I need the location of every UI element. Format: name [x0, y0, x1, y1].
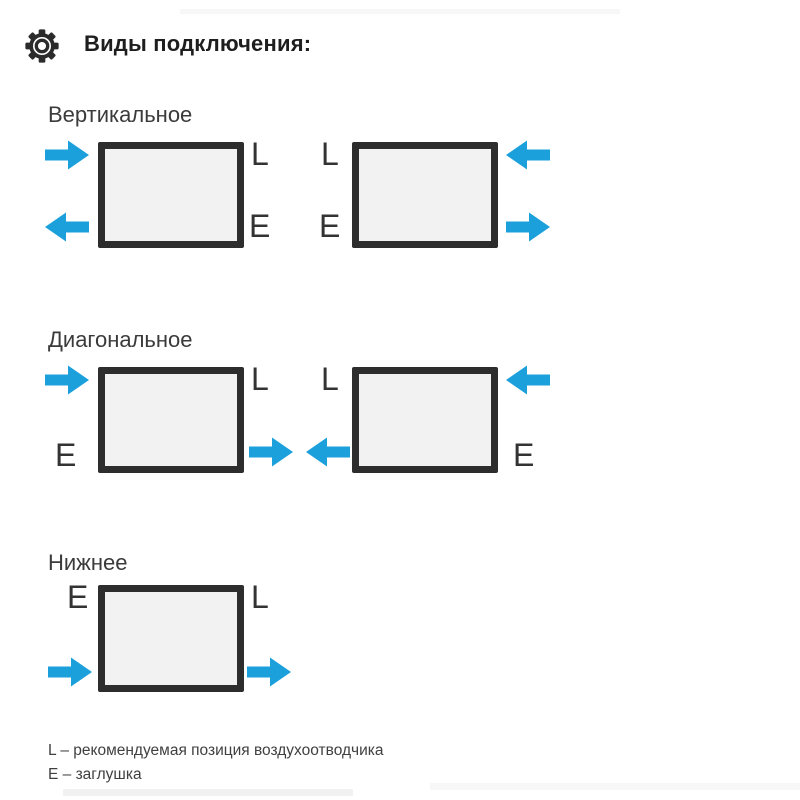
legend-line-e: E – заглушка	[48, 766, 142, 783]
section-title: Вертикальное	[48, 102, 193, 127]
port-label-l: L	[321, 361, 339, 397]
radiator-rect	[98, 367, 244, 473]
section-title: Диагональное	[48, 327, 193, 352]
flow-in-arrow-left-icon	[506, 365, 550, 395]
port-label-l: L	[251, 361, 269, 397]
port-label-e: E	[319, 208, 341, 244]
port-label-l: L	[251, 136, 269, 172]
port-label-e: E	[249, 208, 271, 244]
port-label-l: L	[321, 136, 339, 172]
section-title: Нижнее	[48, 550, 128, 575]
radiator-rect	[352, 142, 498, 248]
port-label-e: E	[55, 437, 77, 473]
flow-in-arrow-right-icon	[48, 657, 92, 687]
flow-out-arrow-left-icon	[306, 437, 350, 467]
flow-in-arrow-right-icon	[45, 140, 89, 170]
flow-in-arrow-left-icon	[506, 140, 550, 170]
flow-in-arrow-right-icon	[45, 365, 89, 395]
legend-line-l: L – рекомендуемая позиция воздухоотводчика	[48, 742, 384, 759]
page-title: Виды подключения:	[84, 31, 312, 56]
port-label-e: E	[513, 437, 535, 473]
crop-artifact-bottom-wide	[430, 783, 800, 790]
gear-icon	[23, 26, 61, 66]
radiator-rect	[352, 367, 498, 473]
flow-out-arrow-right-icon	[247, 657, 291, 687]
flow-out-arrow-left-icon	[45, 212, 89, 242]
flow-out-arrow-right-icon	[249, 437, 293, 467]
port-label-l: L	[251, 579, 269, 615]
crop-artifact-bottom	[63, 789, 353, 796]
flow-out-arrow-right-icon	[506, 212, 550, 242]
radiator-rect	[98, 142, 244, 248]
crop-artifact-top	[180, 9, 620, 14]
radiator-rect	[98, 585, 244, 692]
port-label-e: E	[67, 579, 89, 615]
